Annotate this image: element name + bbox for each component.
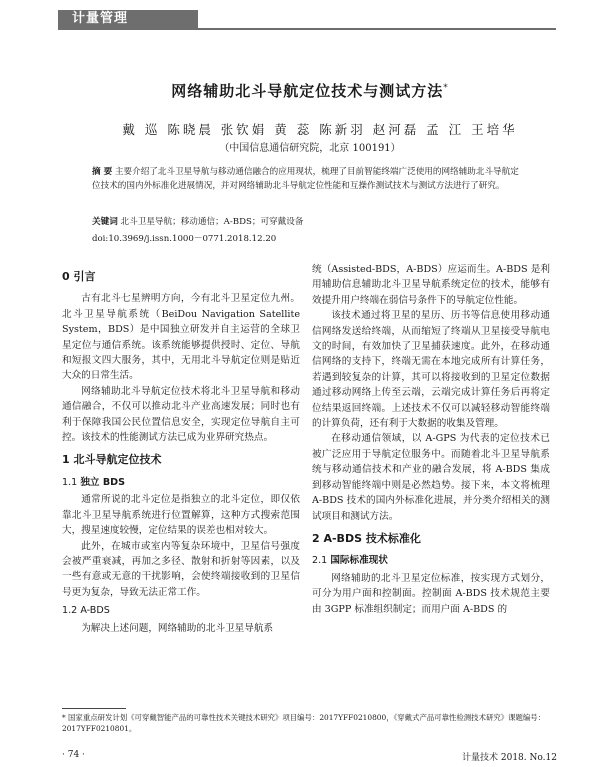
subsection-title: 国际标准现状 xyxy=(330,555,388,567)
subsection-title: 独立 BDS xyxy=(80,476,126,488)
paper-title xyxy=(60,80,560,101)
page-number: · 74 · xyxy=(62,750,85,760)
keywords xyxy=(92,216,522,228)
author-list: 戴 巡 陈晓晨 张钦娟 黄 蕊 陈新羽 赵河磊 孟 江 王培华 xyxy=(122,122,518,137)
doi: doi:10.3969/j.issn.1000－0771.2018.12.20 xyxy=(92,234,277,244)
paragraph: 网络辅助的北斗卫星定位标准，按实现方式划分，可分为用户面和控制面。控制面 A-BDS 技术规范主要由 3GPP 标准组织制定；而用户面 A-BDS 的 xyxy=(312,572,550,615)
subsection-heading-independent-bds xyxy=(62,475,300,490)
footnote: * 国家重点研发计划《可穿戴智能产品的可靠性技术关键技术研究》项目编号：2017YFF0210800，《穿戴式产品可靠性检测技术研究》课题编号：2017YFF0210801。 xyxy=(62,713,546,733)
subsection-number: 2.1 xyxy=(312,555,328,567)
abstract-text: 主要介绍了北斗卫星导航与移动通信融合的应用现状，梳理了目前智能终端广泛使用的网络辅助北斗导航定位技术的国内外标准化进展情况，并对网络辅助北斗导航定位性能和互操作测试技术与测试方法进行了研究。 xyxy=(92,167,519,191)
section-heading-introduction: 0 引言 xyxy=(62,270,96,283)
paragraph: 在移动通信领域，以 A-GPS 为代表的定位技术已被广泛应用于导航定位服务中。而随着北斗卫星导航系统与移动通信技术和产业的融合发展，将 A-BDS 集成到移动智能终端中则是必然趋势。接下来，本文将梳理 A-BDS 技术的国内外标准化进展，并分类介绍相关的测试项目和测试方法。 xyxy=(312,433,550,522)
keywords-text: 北斗卫星导航；移动通信；A-BDS；可穿戴设备 xyxy=(120,217,304,227)
subsection-heading-a-bds xyxy=(62,603,300,618)
title-text: 网络辅助北斗导航定位技术与测试方法 xyxy=(171,82,444,100)
title-footnote-mark: * xyxy=(443,83,449,93)
paragraph: 该技术通过将卫星的星历、历书等信息使用移动通信网络发送给终端，从而缩短了终端从卫星接受导航电文的时间，有效加快了卫星捕获速度。此外，在移动通信网络的支持下，终端无需在本地完成所有计算任务，若遇到较复杂的计算，其可以将接收到的卫星定位数据通过移动网络上传至云端，云端完成计算任务后再将定位结果返回终端。上述技术不仅可以减轻移动智能终端的计算负荷，还有利于大数据的收集及管理。 xyxy=(312,310,550,430)
journal-footer: 计量技术 2018. No.12 xyxy=(462,753,557,763)
paragraph: 统（Assisted-BDS，A-BDS）应运而生。A-BDS 是利用辅助信息辅助北斗卫星导航系统定位的技术，能够有效提升用户终端在弱信号条件下的导航定位性能。 xyxy=(312,264,550,306)
subsection-number: 1.1 xyxy=(62,476,78,488)
subsection-title: A-BDS xyxy=(80,605,110,617)
affiliation: （中国信息通信研究院，北京 100191） xyxy=(219,143,401,154)
header-rule xyxy=(58,28,556,30)
section-heading-standardization: 2 A-BDS 技术标准化 xyxy=(312,531,421,545)
keywords-label: 关键词 xyxy=(92,217,118,227)
paragraph: 古有北斗七星辨明方向，今有北斗卫星定位九州。北斗卫星导航系统（BeiDou Navigation Satellite System，BDS）是中国独立研发并自主运营的全球卫星定位与通信系统。该系统能够提供授时、定位、导航和短报文四大服务，其中，无用北斗导航定位则是贴近大众的日常生活。 xyxy=(62,293,300,382)
section-heading-bds-tech: 1 北斗导航定位技术 xyxy=(62,453,162,467)
paragraph: 通常所说的北斗定位是指独立的北斗定位，即仅依靠北斗卫星导航系统进行位置解算，这种方式搜索范围大，搜星速度较慢，定位结果的误差也相对较大。 xyxy=(62,494,300,537)
subsection-number: 1.2 xyxy=(62,605,78,617)
paragraph: 为解决上述问题，网络辅助的北斗卫星导航系 xyxy=(81,622,274,634)
left-column xyxy=(62,262,300,636)
footnote-rule xyxy=(62,708,126,709)
paragraph: 此外，在城市或室内等复杂环境中，卫星信号强度会被严重衰减，再加之多径、散射和折射等因素，以及一些有意或无意的干扰影响，会使终端接收到的卫星信号更为复杂，导致无法正常工作。 xyxy=(62,540,300,598)
subsection-heading-international xyxy=(312,553,550,568)
right-column xyxy=(312,262,550,617)
abstract-label: 摘 要 xyxy=(92,167,113,177)
abstract xyxy=(92,166,522,193)
section-header: 计量管理 xyxy=(58,10,198,28)
paragraph: 网络辅助北斗导航定位技术将北斗卫星导航和移动通信融合，不仅可以推动北斗产业高速发展；同时也有利于保障我国公民位置信息安全，实现定位导航自主可控。该技术的性能测试方法已成为业界研究热点。 xyxy=(62,385,300,444)
